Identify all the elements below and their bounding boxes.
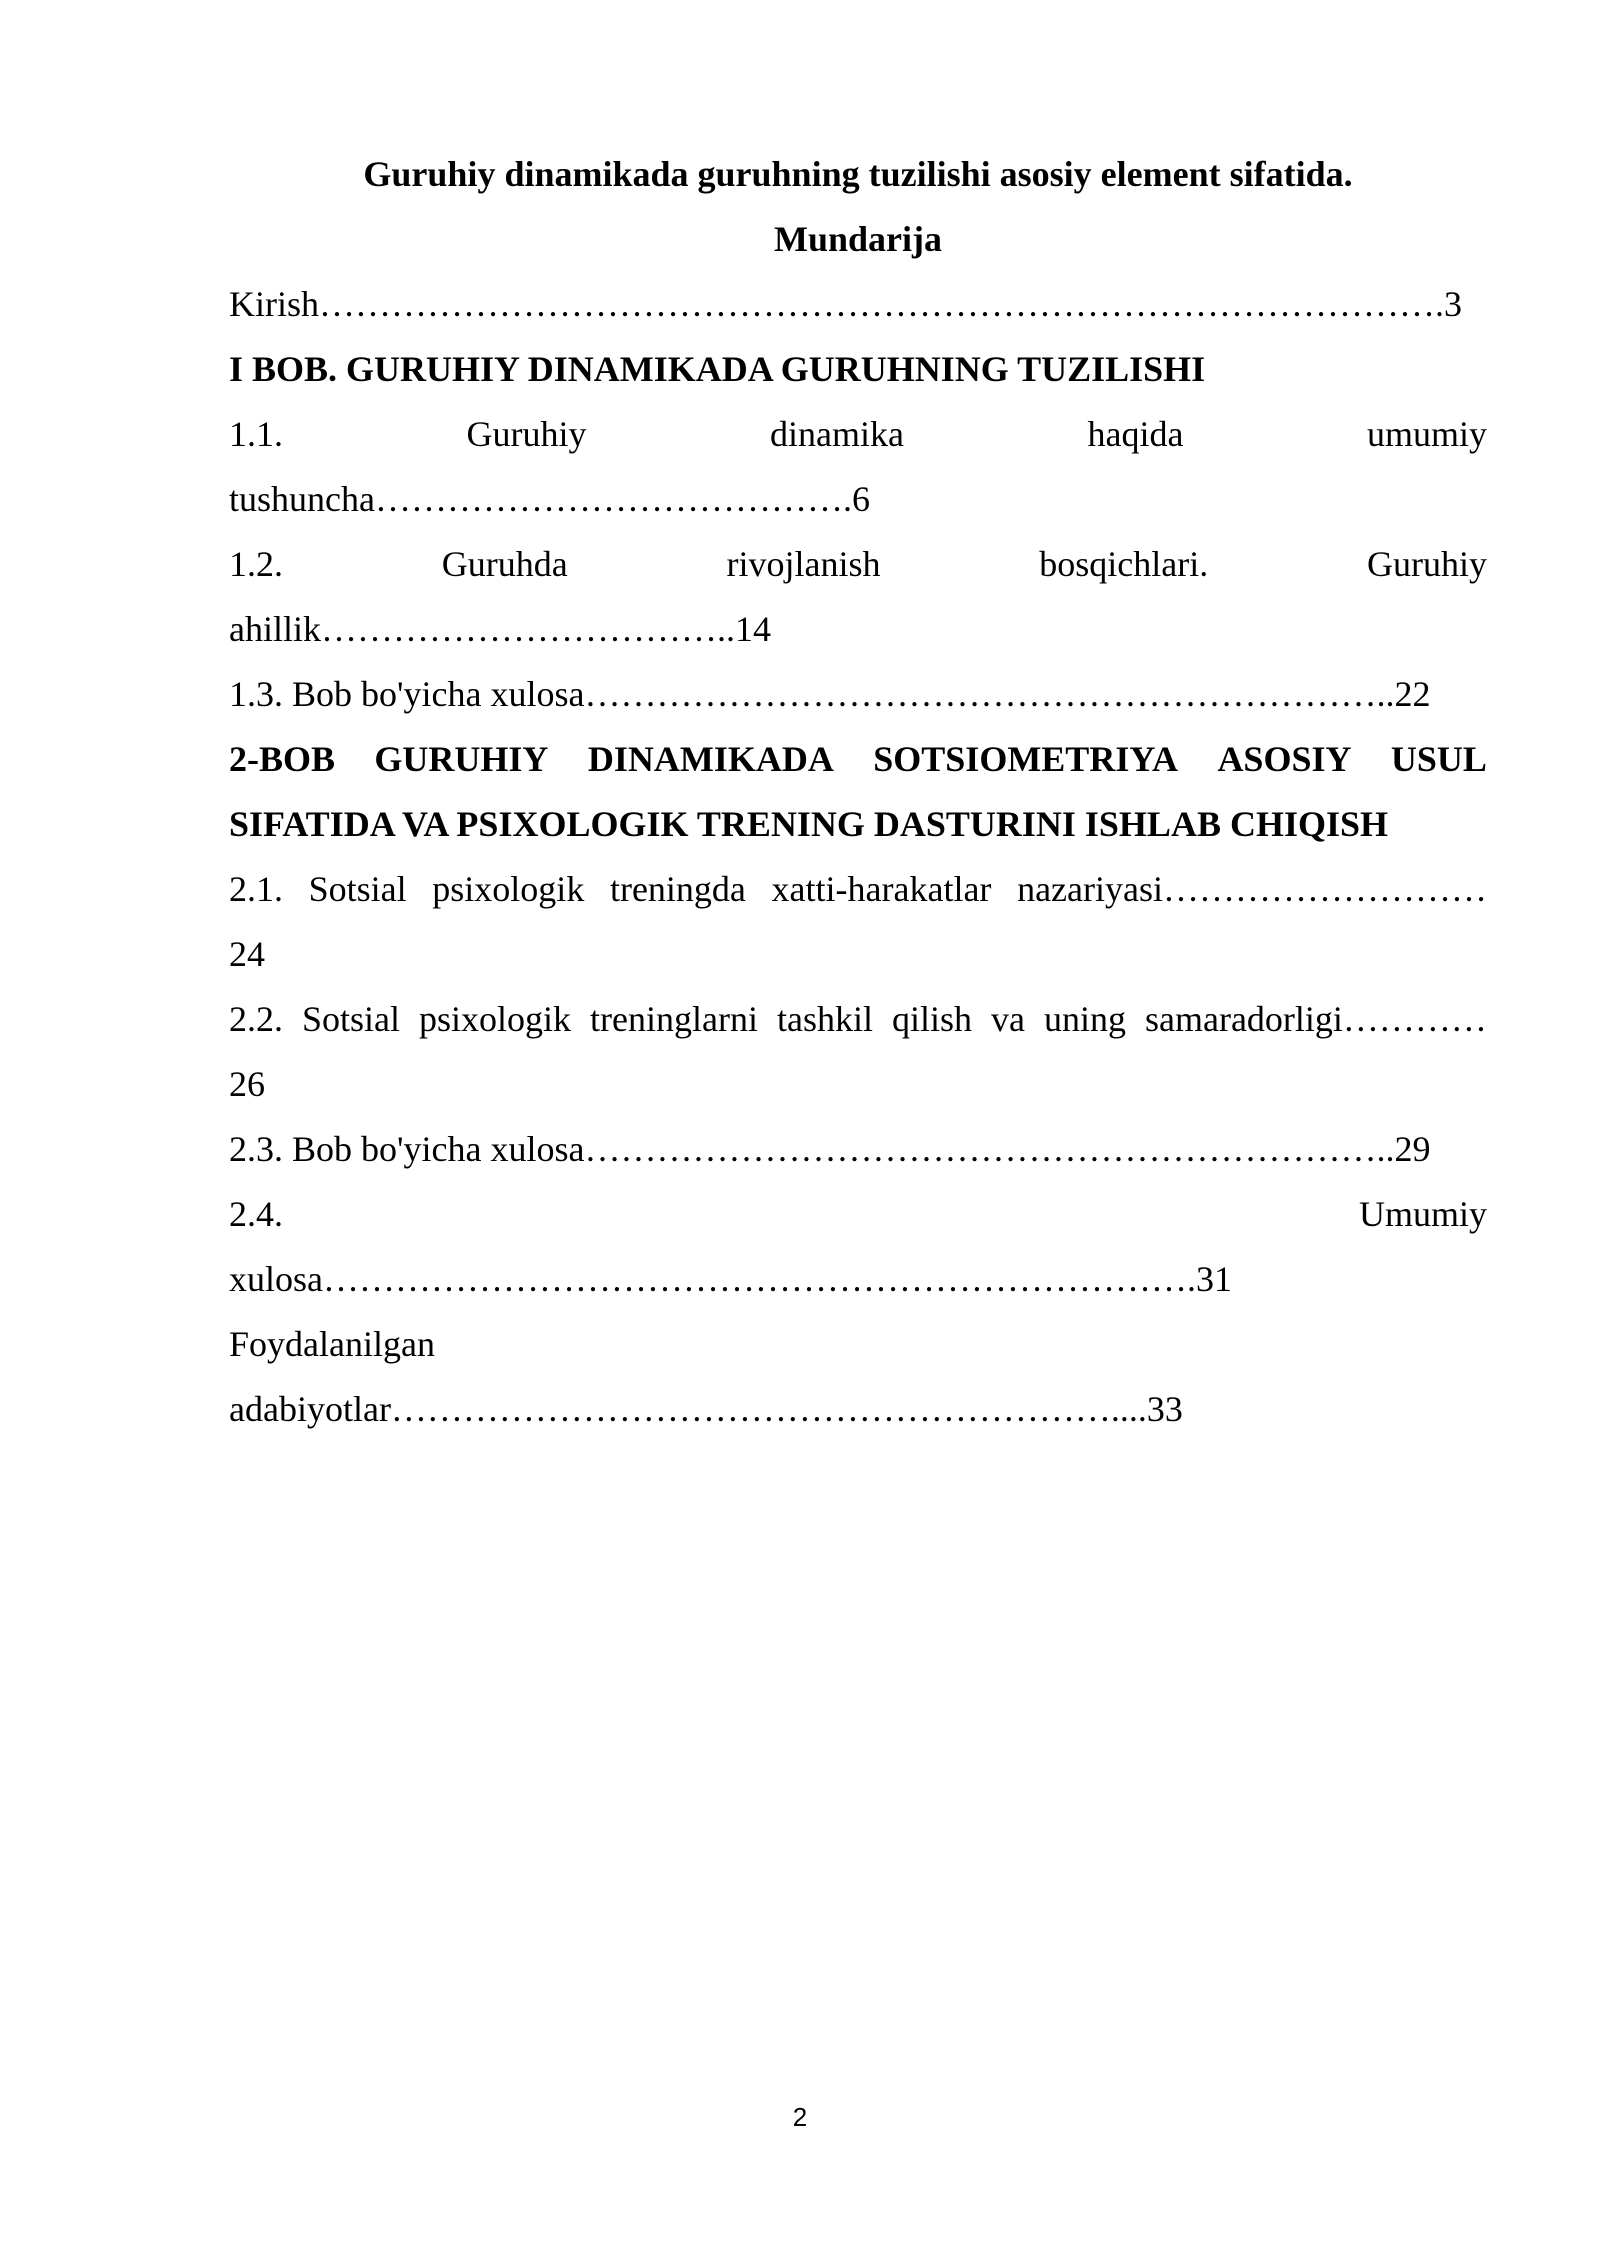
toc-entry-2-1: [229, 857, 1487, 922]
toc-word: USUL: [1390, 739, 1487, 779]
toc-word: qilish: [891, 999, 972, 1039]
toc-word: Sotsial: [308, 869, 407, 909]
toc-entry-2-4: [229, 1182, 1487, 1247]
toc-entry-2-3: 2.3. Bob bo'yicha xulosa…………………………………………………………..29: [229, 1129, 1431, 1169]
toc-entry-kirish: Kirish………………………………………………………………………………….3: [229, 284, 1462, 324]
toc-word: rivojlanish: [726, 544, 881, 584]
toc-chapter-2: [229, 727, 1487, 792]
toc-word: haqida: [1087, 414, 1184, 454]
toc-word: treninglarni: [590, 999, 758, 1039]
toc-entry-2-2: [229, 987, 1487, 1052]
toc-word: treningda: [609, 869, 746, 909]
toc-entry-2-1-cont: 24: [229, 934, 265, 974]
toc-word: va: [991, 999, 1025, 1039]
toc-word: tashkil: [776, 999, 873, 1039]
toc-word: bosqichlari.: [1039, 544, 1209, 584]
toc-word: Guruhiy: [466, 414, 587, 454]
toc-word: Guruhiy: [1366, 544, 1487, 584]
toc-word: xatti-harakatlar: [771, 869, 992, 909]
toc-heading: Mundarija: [773, 219, 942, 259]
toc-entry-1-3: 1.3. Bob bo'yicha xulosa…………………………………………………………..22: [229, 674, 1431, 714]
toc-entry-1-1-cont: tushuncha………………………………….6: [229, 479, 870, 519]
toc-word: dinamika: [770, 414, 904, 454]
page-number: 2: [792, 2102, 808, 2132]
toc-chapter-1: I BOB. GURUHIY DINAMIKADA GURUHNING TUZILISHI: [229, 349, 1206, 389]
toc-entry-references: Foydalanilgan: [229, 1324, 435, 1364]
toc-word: 1.2.: [229, 544, 283, 584]
toc-word: DINAMIKADA: [587, 739, 834, 779]
toc-word: GURUHIY: [374, 739, 549, 779]
toc-word: ASOSIY: [1217, 739, 1352, 779]
toc-entry-1-1: [229, 402, 1487, 467]
toc-word: Guruhda: [441, 544, 568, 584]
toc-entry-2-4-cont: xulosa……………………………………………………………….31: [229, 1259, 1232, 1299]
toc-entry-2-2-cont: 26: [229, 1064, 265, 1104]
toc-entry-references-cont: adabiyotlar……………………………………………………....33: [229, 1389, 1183, 1429]
toc-word: psixologik: [432, 869, 585, 909]
toc-word: psixologik: [419, 999, 572, 1039]
toc-word: 2.1.: [229, 869, 283, 909]
toc-word: 2.2.: [229, 999, 283, 1039]
toc-word: Sotsial: [302, 999, 401, 1039]
toc-word: umumiy: [1366, 414, 1487, 454]
toc-word: 2-BOB: [229, 739, 336, 779]
toc-word: 1.1.: [229, 414, 283, 454]
toc-word: uning: [1043, 999, 1126, 1039]
toc-entry-1-2-cont: ahillik……………………………..14: [229, 609, 771, 649]
document-page: [229, 142, 1487, 1442]
toc-chapter-2-cont: SIFATIDA VA PSIXOLOGIK TRENING DASTURINI ISHLAB CHIQISH: [229, 804, 1388, 844]
toc-word: Umumiy: [1358, 1194, 1487, 1234]
document-title: Guruhiy dinamikada guruhning tuzilishi asosiy element sifatida.: [363, 154, 1353, 194]
toc-word: samaradorligi…………: [1145, 999, 1487, 1039]
toc-word: 2.4.: [229, 1194, 283, 1234]
toc-entry-1-2: [229, 532, 1487, 597]
toc-word: nazariyasi………………………: [1017, 869, 1487, 909]
toc-word: SOTSIOMETRIYA: [873, 739, 1179, 779]
